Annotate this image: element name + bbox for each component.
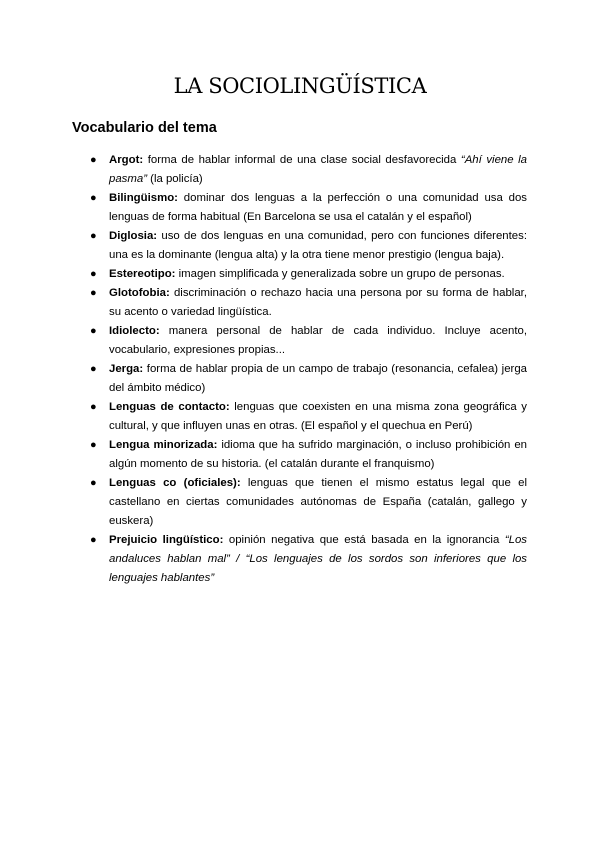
vocab-term: Bilingüismo:: [109, 192, 178, 204]
vocab-term: Lenguas co (oficiales):: [109, 477, 241, 489]
vocab-definition: uso de dos lenguas en una comunidad, pero con funciones diferentes: una es la dominante (lengua alta) y la otra tiene menor prestigio (lengua baja).: [109, 230, 527, 261]
vocab-definition: opinión negativa que está basada en la ignorancia: [223, 534, 505, 546]
vocab-definition: forma de hablar propia de un campo de trabajo (resonancia, cefalea) jerga del ámbito médico): [109, 363, 527, 394]
list-item: [90, 227, 527, 265]
vocab-definition: imagen simplificada y generalizada sobre un grupo de personas.: [175, 268, 505, 280]
bullet-icon: ●: [90, 401, 97, 413]
list-item: [90, 322, 527, 360]
page-title: LA SOCIOLINGÜÍSTICA: [173, 74, 427, 98]
list-item: [90, 360, 527, 398]
list-item: [90, 531, 527, 588]
list-item: [90, 436, 527, 474]
vocab-term: Prejuicio lingüístico:: [109, 534, 224, 546]
vocabulary-list: [90, 151, 527, 588]
bullet-icon: ●: [90, 439, 97, 451]
section-heading: Vocabulario del tema: [72, 120, 217, 136]
vocab-term: Estereotipo:: [109, 268, 176, 280]
vocab-term: Argot:: [109, 154, 144, 166]
bullet-icon: ●: [90, 363, 97, 375]
list-item: [90, 265, 527, 284]
vocab-term: Jerga:: [109, 363, 144, 375]
vocab-example: “Ahí viene la pasma”: [109, 154, 527, 185]
list-item: [90, 474, 527, 531]
bullet-icon: ●: [90, 534, 97, 546]
bullet-icon: ●: [90, 268, 97, 280]
vocab-definition: discriminación o rechazo hacia una persona por su forma de hablar, su acento o variedad lingüística.: [109, 287, 527, 318]
vocab-term: Idiolecto:: [109, 325, 160, 337]
list-item: [90, 189, 527, 227]
vocab-definition: forma de hablar informal de una clase social desfavorecida: [143, 154, 461, 166]
vocab-definition: dominar dos lenguas a la perfección o una comunidad usa dos lenguas de forma habitual (En Barcelona se usa el catalán y el español): [109, 192, 527, 223]
vocab-definition: lenguas que tienen el mismo estatus legal que el castellano en ciertas comunidades autónomas de España (catalán, gallego y euskera): [109, 477, 527, 527]
bullet-icon: ●: [90, 192, 97, 204]
vocab-definition: manera personal de hablar de cada individuo. Incluye acento, vocabulario, expresiones propias...: [109, 325, 527, 356]
vocab-term: Lenguas de contacto:: [109, 401, 230, 413]
vocab-term: Glotofobia:: [109, 287, 170, 299]
vocab-example: “Los andaluces hablan mal” / “Los lenguajes de los sordos son inferiores que los lenguajes hablantes”: [109, 534, 527, 584]
bullet-icon: ●: [90, 287, 97, 299]
vocab-term: Lengua minorizada:: [109, 439, 218, 451]
list-item: [90, 398, 527, 436]
bullet-icon: ●: [90, 325, 97, 337]
list-item: [90, 284, 527, 322]
list-item: [90, 151, 527, 189]
vocab-note: (la policía): [146, 173, 203, 185]
vocab-term: Diglosia:: [109, 230, 158, 242]
bullet-icon: ●: [90, 230, 97, 242]
vocab-definition: idioma que ha sufrido marginación, o incluso prohibición en algún momento de su historia. (el catalán durante el franquismo): [109, 439, 527, 470]
bullet-icon: ●: [90, 154, 97, 166]
bullet-icon: ●: [90, 477, 97, 489]
vocab-definition: lenguas que coexisten en una misma zona geográfica y cultural, y que influyen unas en otras. (El español y el quechua en Perú): [109, 401, 528, 432]
